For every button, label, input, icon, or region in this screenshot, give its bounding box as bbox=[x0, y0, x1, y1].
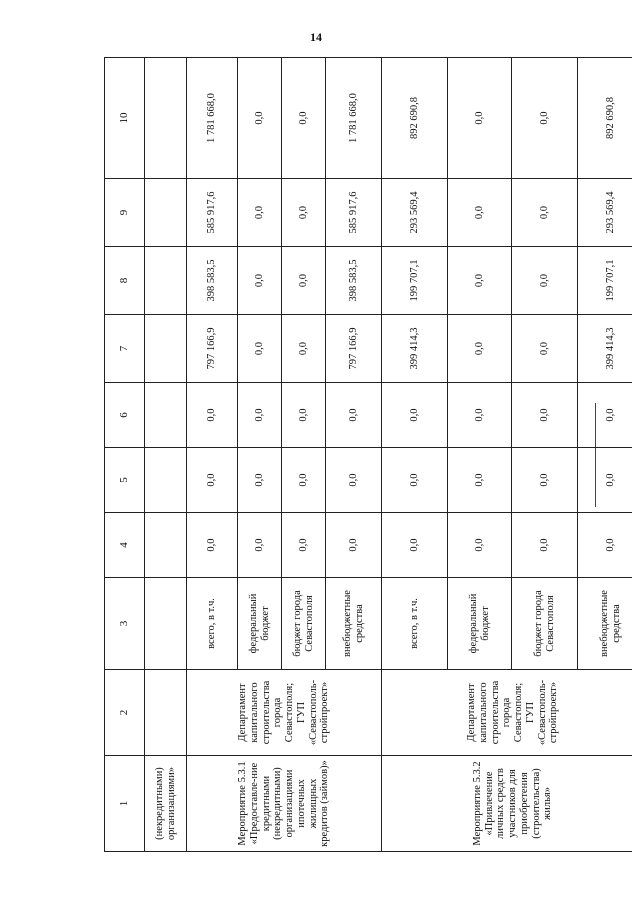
value-cell: 0,0 bbox=[326, 513, 382, 578]
value-cell: 0,0 bbox=[238, 448, 282, 513]
header-cell: 6 bbox=[105, 383, 145, 448]
value-cell: 0,0 bbox=[282, 513, 326, 578]
header-cell: 2 bbox=[105, 670, 145, 756]
page-number: 14 bbox=[310, 30, 322, 44]
value-cell: 293 569,4 bbox=[578, 179, 632, 247]
value-cell: 398 583,5 bbox=[187, 247, 238, 315]
value-cell: 0,0 bbox=[448, 247, 512, 315]
header-cell: 8 bbox=[105, 247, 145, 315]
measure-cell: Мероприятие 5.3.2 «Привлечение личных средств участников для приобретения (строительства) жилья» bbox=[382, 756, 632, 852]
source-cell: федеральный бюджет bbox=[238, 578, 282, 670]
value-cell: 1 781 668,0 bbox=[187, 58, 238, 179]
continuation-cell: (некредитными) организациями» bbox=[145, 756, 187, 852]
source-cell: федеральный бюджет bbox=[448, 578, 512, 670]
value-cell: 0,0 bbox=[282, 448, 326, 513]
value-cell: 0,0 bbox=[326, 383, 382, 448]
value-cell: 399 414,3 bbox=[382, 315, 448, 383]
header-cell: 9 bbox=[105, 179, 145, 247]
value-cell: 0,0 bbox=[238, 383, 282, 448]
value-cell: 0,0 bbox=[448, 315, 512, 383]
executor-cell: Департамент капитального строительства города Севастополя; ГУП «Севастополь-стройпроект» bbox=[382, 670, 632, 756]
value-cell: 797 166,9 bbox=[326, 315, 382, 383]
value-cell: 0,0 bbox=[382, 383, 448, 448]
value-cell: 0,0 bbox=[448, 179, 512, 247]
value-cell: 0,0 bbox=[448, 448, 512, 513]
table-container bbox=[104, 58, 622, 852]
value-cell: 0,0 bbox=[238, 513, 282, 578]
value-cell: 892 690,8 bbox=[578, 58, 632, 179]
value-cell: 0,0 bbox=[187, 513, 238, 578]
value-cell: 892 690,8 bbox=[382, 58, 448, 179]
header-cell: 10 bbox=[105, 58, 145, 179]
header-row bbox=[105, 58, 145, 852]
value-cell: 1 781 668,0 bbox=[326, 58, 382, 179]
value-cell: 797 166,9 bbox=[187, 315, 238, 383]
value-cell: 0,0 bbox=[187, 383, 238, 448]
executor-cell: Департамент капитального строительства города Севастополя; ГУП «Севастополь-стройпроект» bbox=[187, 670, 382, 756]
value-cell: 0,0 bbox=[512, 383, 578, 448]
source-cell: внебюджетные средства bbox=[578, 578, 632, 670]
value-cell: 293 569,4 bbox=[382, 179, 448, 247]
value-cell: 0,0 bbox=[282, 383, 326, 448]
value-cell: 0,0 bbox=[282, 179, 326, 247]
value-cell: 0,0 bbox=[282, 58, 326, 179]
rotated-table bbox=[104, 58, 622, 852]
value-cell: 0,0 bbox=[238, 179, 282, 247]
value-cell: 0,0 bbox=[382, 513, 448, 578]
source-cell: всего, в т.ч. bbox=[382, 578, 448, 670]
source-cell: бюджет города Севастополя bbox=[512, 578, 578, 670]
value-cell: 585 917,6 bbox=[326, 179, 382, 247]
table-row bbox=[382, 58, 448, 852]
value-cell: 0,0 bbox=[578, 383, 632, 448]
funding-table bbox=[104, 57, 632, 852]
value-cell: 199 707,1 bbox=[382, 247, 448, 315]
value-cell: 0,0 bbox=[512, 247, 578, 315]
measure-cell: Мероприятие 5.3.1 «Предоставле-ние кредитными (некредитными) организациями ипотечных жилищных кредитов (займов)» bbox=[187, 756, 382, 852]
value-cell: 398 583,5 bbox=[326, 247, 382, 315]
value-cell: 0,0 bbox=[512, 315, 578, 383]
header-cell: 3 bbox=[105, 578, 145, 670]
value-cell: 0,0 bbox=[512, 448, 578, 513]
continuation-row bbox=[145, 58, 187, 852]
value-cell: 0,0 bbox=[448, 383, 512, 448]
source-cell: всего, в т.ч. bbox=[187, 578, 238, 670]
header-cell: 1 bbox=[105, 756, 145, 852]
value-cell: 0,0 bbox=[238, 315, 282, 383]
value-cell: 0,0 bbox=[448, 58, 512, 179]
value-cell: 0,0 bbox=[187, 448, 238, 513]
value-cell: 0,0 bbox=[282, 247, 326, 315]
value-cell: 585 917,6 bbox=[187, 179, 238, 247]
value-cell: 0,0 bbox=[282, 315, 326, 383]
value-cell: 0,0 bbox=[238, 58, 282, 179]
value-cell: 0,0 bbox=[512, 58, 578, 179]
value-cell: 0,0 bbox=[382, 448, 448, 513]
value-cell: 399 414,3 bbox=[578, 315, 632, 383]
header-cell: 4 bbox=[105, 513, 145, 578]
value-cell: 0,0 bbox=[578, 448, 632, 513]
value-cell: 0,0 bbox=[448, 513, 512, 578]
table-row bbox=[187, 58, 238, 852]
value-cell: 0,0 bbox=[326, 448, 382, 513]
value-cell: 199 707,1 bbox=[578, 247, 632, 315]
value-cell: 0,0 bbox=[578, 513, 632, 578]
value-cell: 0,0 bbox=[512, 179, 578, 247]
header-cell: 5 bbox=[105, 448, 145, 513]
value-cell: 0,0 bbox=[238, 247, 282, 315]
header-cell: 7 bbox=[105, 315, 145, 383]
source-cell: бюджет города Севастополя bbox=[282, 578, 326, 670]
value-cell: 0,0 bbox=[512, 513, 578, 578]
source-cell: внебюджетные средства bbox=[326, 578, 382, 670]
